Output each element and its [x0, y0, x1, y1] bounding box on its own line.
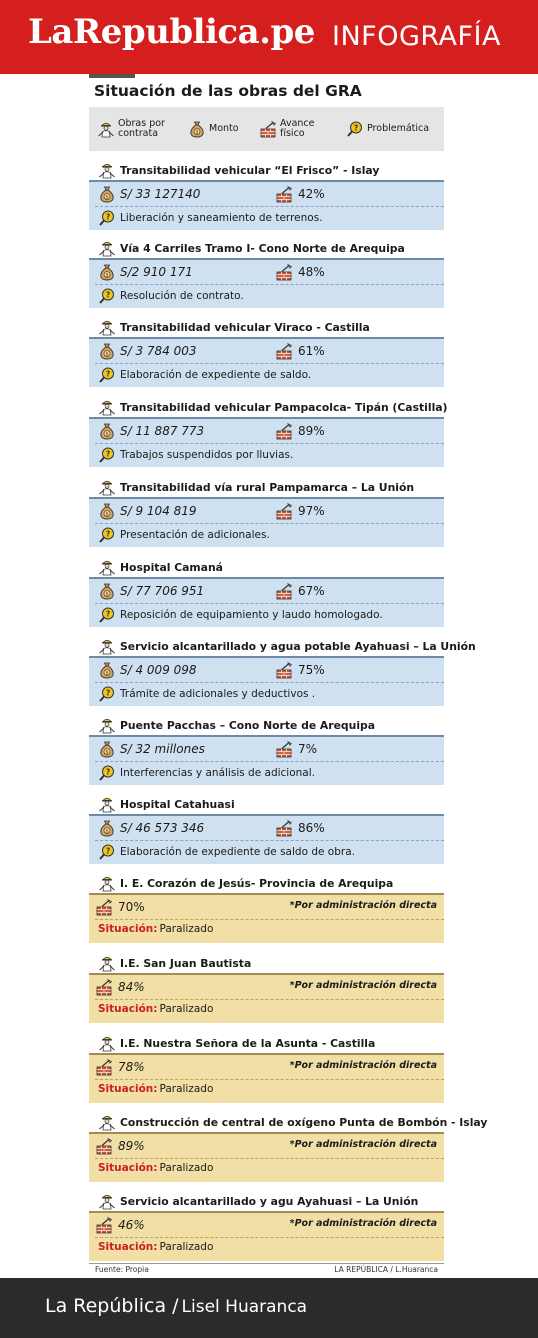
magnifier-icon — [98, 366, 116, 384]
brick-wall-icon — [275, 582, 293, 600]
situation-label: Situación: — [98, 1241, 158, 1253]
legend-item-avance — [259, 107, 324, 151]
magnifier-icon — [98, 526, 116, 544]
brick-wall-icon — [95, 898, 113, 916]
direct-admin-note: *Por administración directa — [289, 1060, 437, 1071]
footer-brand[interactable]: La República — [45, 1295, 167, 1317]
worker-icon — [98, 1113, 116, 1131]
brick-wall-icon — [95, 1058, 113, 1076]
worker-icon — [98, 874, 116, 892]
work-name: Servicio alcantarillado y agu Ayahuasi – La Unión — [120, 1194, 419, 1208]
magnifier-icon — [98, 606, 116, 624]
money-bag-icon — [98, 185, 116, 203]
work-progress: 67% — [298, 584, 325, 598]
work-problem: Trámite de adicionales y deductivos . — [120, 688, 316, 700]
worker-icon — [98, 318, 116, 336]
situation-value: Paralizado — [159, 1003, 214, 1015]
brick-wall-icon — [95, 1216, 113, 1234]
situation-value: Paralizado — [159, 1162, 214, 1174]
worker-icon — [98, 239, 116, 257]
worker-icon — [98, 558, 116, 576]
money-bag-icon — [98, 263, 116, 281]
legend — [89, 107, 444, 151]
brick-wall-icon — [275, 740, 293, 758]
work-progress: 70% — [118, 900, 145, 914]
work-progress: 42% — [298, 187, 325, 201]
work-name: I. E. Corazón de Jesús- Provincia de Arequipa — [120, 876, 394, 890]
work-name: Puente Pacchas – Cono Norte de Arequipa — [120, 718, 376, 732]
work-progress: 7% — [298, 742, 318, 756]
legend-label: Obras por contrata — [118, 118, 165, 139]
worker-icon — [98, 478, 116, 496]
situation-value: Paralizado — [159, 1241, 214, 1253]
work-progress: 89% — [118, 1139, 145, 1153]
legend-label: Avance físico — [280, 118, 315, 139]
worker-icon — [98, 954, 116, 972]
work-name: Servicio alcantarillado y agua potable Ayahuasi – La Unión — [120, 639, 476, 653]
title-rule — [89, 74, 135, 78]
work-name: Transitabilidad vehicular Viraco - Castilla — [120, 320, 370, 334]
work-problem: Presentación de adicionales. — [120, 529, 270, 541]
footer-slash: / — [172, 1295, 179, 1317]
footer-rule — [89, 1263, 444, 1264]
direct-admin-note: *Por administración directa — [289, 1139, 437, 1150]
situation-label: Situación: — [98, 1162, 158, 1174]
work-problem: Liberación y saneamiento de terrenos. — [120, 212, 323, 224]
work-problem: Interferencias y análisis de adicional. — [120, 767, 315, 779]
work-problem: Resolución de contrato. — [120, 290, 244, 302]
worker-icon — [98, 161, 116, 179]
situation-label: Situación: — [98, 1003, 158, 1015]
money-bag-icon — [98, 342, 116, 360]
worker-icon — [98, 637, 116, 655]
footer-author: Lisel Huaranca — [181, 1297, 308, 1317]
situation-label: Situación: — [98, 1083, 158, 1095]
source-note: Fuente: Propia — [95, 1265, 149, 1274]
magnifier-icon — [98, 287, 116, 305]
work-name: I.E. San Juan Bautista — [120, 956, 252, 970]
money-bag-icon — [188, 120, 206, 138]
work-progress: 48% — [298, 265, 325, 279]
work-name: Construcción de central de oxígeno Punta de Bombón - Islay — [120, 1115, 488, 1129]
brick-wall-icon — [275, 819, 293, 837]
magnifier-icon — [98, 209, 116, 227]
work-progress: 86% — [298, 821, 325, 835]
work-problem: Trabajos suspendidos por lluvias. — [120, 449, 294, 461]
worker-icon — [98, 716, 116, 734]
work-progress: 75% — [298, 663, 325, 677]
work-progress: 89% — [298, 424, 325, 438]
legend-item-monto — [188, 107, 239, 151]
worker-icon — [98, 795, 116, 813]
legend-label: Monto — [209, 123, 239, 134]
worker-icon — [98, 1034, 116, 1052]
work-progress: 78% — [118, 1060, 145, 1074]
magnifier-icon — [98, 764, 116, 782]
work-amount: S/ 9 104 819 — [120, 504, 197, 518]
brick-wall-icon — [275, 342, 293, 360]
work-problem: Reposición de equipamiento y laudo homologado. — [120, 609, 383, 621]
work-name: Hospital Camaná — [120, 560, 223, 574]
work-amount: S/ 3 784 003 — [120, 344, 197, 358]
legend-item-obras — [97, 107, 176, 151]
direct-admin-note: *Por administración directa — [289, 980, 437, 991]
work-amount: S/ 4 009 098 — [120, 663, 197, 677]
brick-wall-icon — [275, 185, 293, 203]
work-amount: S/ 77 706 951 — [120, 584, 205, 598]
magnifier-icon — [98, 685, 116, 703]
money-bag-icon — [98, 740, 116, 758]
direct-admin-note: *Por administración directa — [289, 900, 437, 911]
work-amount: S/2 910 171 — [120, 265, 193, 279]
legend-label: Problemática — [367, 123, 430, 134]
money-bag-icon — [98, 661, 116, 679]
work-name: Vía 4 Carriles Tramo I- Cono Norte de Arequipa — [120, 241, 405, 255]
work-amount: S/ 46 573 346 — [120, 821, 205, 835]
situation-value: Paralizado — [159, 1083, 214, 1095]
work-progress: 46% — [118, 1218, 145, 1232]
worker-icon — [98, 398, 116, 416]
brick-wall-icon — [275, 422, 293, 440]
situation-value: Paralizado — [159, 923, 214, 935]
brick-wall-icon — [275, 502, 293, 520]
situation-label: Situación: — [98, 923, 158, 935]
magnifier-icon — [98, 446, 116, 464]
footer-bar — [0, 1278, 538, 1338]
legend-item-problematica — [346, 107, 429, 151]
work-name: Transitabilidad vehicular Pampacolca- Tipán (Castilla) — [120, 400, 448, 414]
money-bag-icon — [98, 502, 116, 520]
work-progress: 84% — [118, 980, 145, 994]
page-title: Situación de las obras del GRA — [94, 82, 362, 100]
magnifier-icon — [98, 843, 116, 861]
work-name: Transitabilidad vehicular “El Frisco” - Islay — [120, 163, 380, 177]
work-name: Hospital Catahuasi — [120, 797, 235, 811]
direct-admin-note: *Por administración directa — [289, 1218, 437, 1229]
money-bag-icon — [98, 819, 116, 837]
section-label: INFOGRAFÍA — [332, 21, 501, 52]
header-bar — [0, 0, 538, 74]
worker-icon — [98, 1192, 116, 1210]
work-name: I.E. Nuestra Señora de la Asunta - Castilla — [120, 1036, 376, 1050]
work-progress: 61% — [298, 344, 325, 358]
brick-wall-icon — [275, 263, 293, 281]
money-bag-icon — [98, 422, 116, 440]
work-amount: S/ 33 127140 — [120, 187, 201, 201]
magnifier-icon — [346, 120, 364, 138]
money-bag-icon — [98, 582, 116, 600]
credit-note: LA REPÚBLICA / L.Huaranca — [334, 1265, 438, 1274]
work-problem: Elaboración de expediente de saldo. — [120, 369, 312, 381]
brick-wall-icon — [259, 120, 277, 138]
work-amount: S/ 11 887 773 — [120, 424, 205, 438]
work-problem: Elaboración de expediente de saldo de obra. — [120, 846, 355, 858]
brick-wall-icon — [95, 1137, 113, 1155]
worker-icon — [97, 120, 115, 138]
work-amount: S/ 32 millones — [120, 742, 205, 756]
site-logo[interactable]: LaRepublica.pe — [28, 12, 315, 52]
brick-wall-icon — [275, 661, 293, 679]
work-name: Transitabilidad vía rural Pampamarca – La Unión — [120, 480, 415, 494]
work-progress: 97% — [298, 504, 325, 518]
brick-wall-icon — [95, 978, 113, 996]
